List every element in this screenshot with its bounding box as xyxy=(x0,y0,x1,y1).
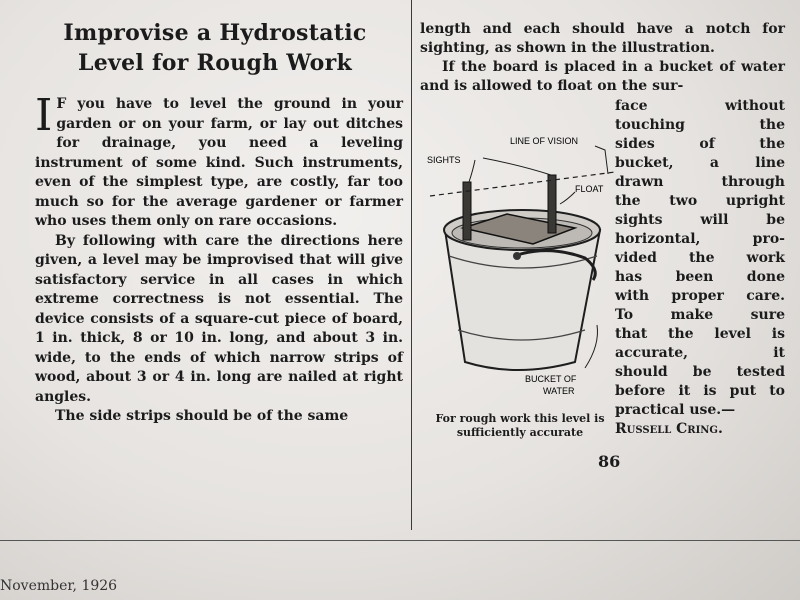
bucket-body xyxy=(445,230,600,370)
right-paragraph-2: If the board is placed in a bucket of water and is allowed to float on the sur- xyxy=(420,59,785,94)
paragraph-1-text: F you have to level the ground in your garden or on your farm, or lay out ditches for drainage, you need a leveling instrument of some kind. Such instruments, even of the simplest type, are costly, far too much so for the average gardener or farmer who uses them only on rare occasions. xyxy=(35,96,403,229)
paragraph-3: The side strips should be of the same xyxy=(55,408,349,424)
author-name: Russell Cring. xyxy=(615,421,723,437)
right-paragraph-1: length and each should have a notch for sighting, as shown in the illustration. xyxy=(420,21,785,56)
right-column-line: should be tested xyxy=(615,364,785,380)
right-column-line: face without xyxy=(615,98,785,114)
footer-text: November, 1926 xyxy=(0,578,118,594)
drop-cap: I xyxy=(35,90,53,141)
right-column-line: with proper care. xyxy=(615,288,785,304)
right-column-line: that the level is xyxy=(615,326,785,342)
vision-pointer xyxy=(595,146,608,174)
title-line-2: Level for Rough Work xyxy=(77,50,353,76)
sights-pointer xyxy=(469,160,475,182)
left-column-text xyxy=(35,90,403,427)
sights-pointer-2 xyxy=(483,158,551,175)
float-pointer xyxy=(560,192,575,204)
right-column-line: before it is put to xyxy=(615,383,785,399)
figure-caption xyxy=(425,412,615,440)
right-column-line: touching the xyxy=(615,117,785,133)
title-line-1: Improvise a Hydrostatic xyxy=(63,20,367,46)
label-float: FLOAT xyxy=(575,184,604,194)
page-number: 86 xyxy=(598,452,621,471)
right-column-line: drawn through xyxy=(615,174,785,190)
right-column-line: sights will be xyxy=(615,212,785,228)
right-column-top-text xyxy=(420,20,785,96)
paragraph-1 xyxy=(35,90,403,232)
label-sights: SIGHTS xyxy=(427,155,461,165)
label-bucket-1: BUCKET OF xyxy=(525,374,577,384)
column-divider xyxy=(411,0,412,530)
right-column-line: To make sure xyxy=(615,307,785,323)
right-column-line: bucket, a line xyxy=(615,155,785,171)
bucket-pointer xyxy=(585,325,598,368)
bucket-illustration xyxy=(425,130,620,400)
label-bucket-2: WATER xyxy=(543,386,575,396)
right-column-line: vided the work xyxy=(615,250,785,266)
right-column-line: sides of the xyxy=(615,136,785,152)
article-title xyxy=(30,18,400,78)
right-column-line: horizontal, pro- xyxy=(615,231,785,247)
paragraph-2: By following with care the directions here given, a level may be improvised that will give satisfactory service in all cases in which extreme correctness is not essential. The device consists of a square-cut piece of board, 1 in. thick, 8 or 10 in. long, and about 3 in. wide, to the ends of which narrow strips of wood, about 3 or 4 in. long are nailed at right angles. xyxy=(35,232,403,405)
label-line-of-vision: LINE OF VISION xyxy=(510,136,579,146)
right-column-line: accurate, it xyxy=(615,345,785,361)
handle-rivet xyxy=(513,252,521,260)
right-column-line: practical use.— xyxy=(615,402,736,418)
right-column-line: the two upright xyxy=(615,193,785,209)
right-narrow-column xyxy=(615,97,785,439)
right-column-line: has been done xyxy=(615,269,785,285)
caption-line-2: sufficiently accurate xyxy=(456,426,584,439)
right-sight xyxy=(548,175,556,233)
page-bottom-edge xyxy=(0,540,800,541)
caption-line-1: For rough work this level is xyxy=(435,412,605,425)
